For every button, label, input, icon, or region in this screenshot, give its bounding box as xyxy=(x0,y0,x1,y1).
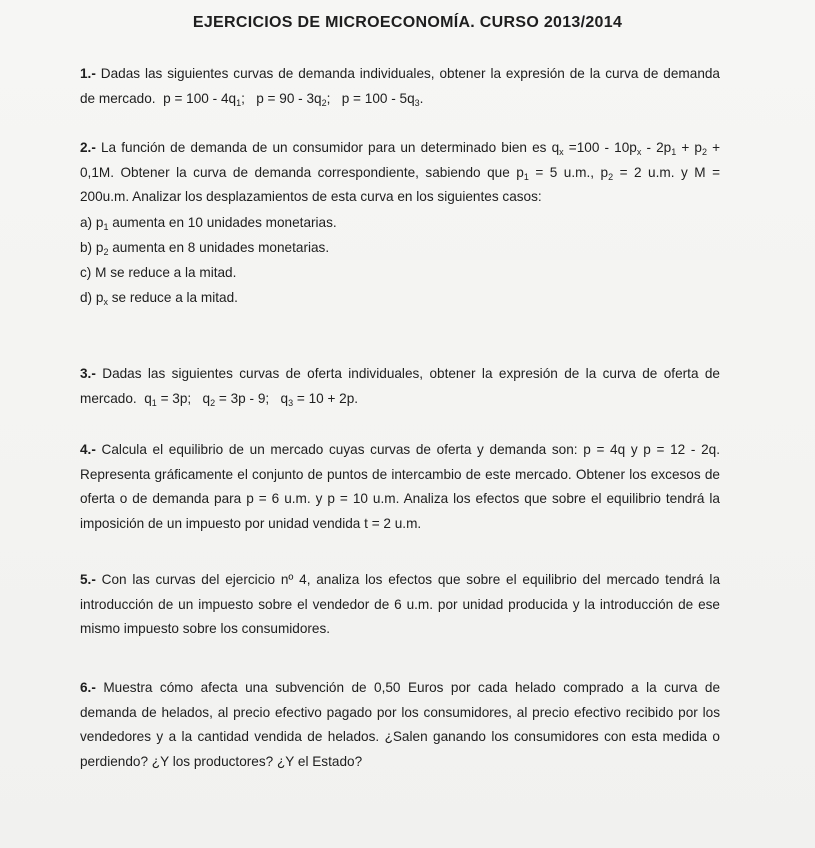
exercise-2 xyxy=(80,136,720,310)
list-item: b) $p_2$ aumenta en 8 unidades monetarias. xyxy=(80,239,330,257)
equation: $q_1 = 3p$; xyxy=(144,390,192,408)
cases-list xyxy=(80,210,720,310)
exercise-text: Dadas las siguientes curvas de oferta individuales, obtener la expresión de la curva de oferta de mercado. xyxy=(80,366,720,406)
exercise-6 xyxy=(80,676,720,774)
exercise-3 xyxy=(80,362,720,411)
exercise-text: La función de demanda de un consumidor para un determinado bien es xyxy=(101,140,547,155)
exercise-number: 4.- xyxy=(80,442,96,457)
exercise-number: 1.- xyxy=(80,66,96,81)
equation: $p = 100 - 4q_1$; xyxy=(163,90,245,108)
exercise-text: Con las curvas del ejercicio nº 4, analiza los efectos que sobre el equilibrio del mercado tendrá la introducción de un impuesto sobre el vendedor de 6 u.m. por unidad producida y la introducción de ese mismo impuesto sobre los consumidores. xyxy=(80,572,721,636)
equation: $p = 100 - 5q_3$. xyxy=(341,90,424,108)
list-item: a) $p_1$ aumenta en 10 unidades monetarias. xyxy=(80,214,337,232)
page-title: EJERCICIOS DE MICROECONOMÍA. CURSO 2013/2014 xyxy=(192,14,623,31)
exercise-text: Muestra cómo afecta una subvención de 0,50 Euros por cada helado comprado a la curva de demanda de helados, al precio efectivo pagado por los consumidores, al precio efectivo recibido por los vendedores y a la cantidad vendida de helados. ¿Salen ganando los consumidores con esta medida o perdiendo? ¿Y los productores? ¿Y el Estado? xyxy=(80,680,721,769)
exercise-text: Dadas las siguientes curvas de demanda individuales, obtener la expresión de la curva de demanda de mercado. xyxy=(80,66,720,106)
exercise-number: 3.- xyxy=(80,366,96,381)
given-values: $p_1 = 5$ u.m., $p_2 = 2$ u.m. y M = 200u.m. Analizar los desplazamientos de esta curva en los siguientes casos: xyxy=(80,164,721,204)
exercise-number: 2.- xyxy=(80,140,96,155)
exercise-number: 5.- xyxy=(80,572,96,587)
exercise-1 xyxy=(80,62,720,111)
exercise-number: 6.- xyxy=(80,680,96,695)
demand-function: $q_x =100 - 10p_x - 2p_1 + p_2 + 0,1M$. Obtener la curva de demanda correspondiente, sabiendo que xyxy=(80,140,721,180)
list-item: d) $p_x$ se reduce a la mitad. xyxy=(80,289,238,307)
equation: $q_3 = 10 + 2p$. xyxy=(280,390,359,408)
exercise-4 xyxy=(80,438,720,536)
exercise-text: Calcula el equilibrio de un mercado cuyas curvas de oferta y demanda son: p = 4q y p = 12 - 2q. Representa gráficamente el conjunto de puntos de intercambio de este mercado. Obtener los excesos de oferta o de demanda para p = 6 u.m. y p = 10 u.m. Analiza los efectos que sobre el equilibrio tendrá la imposición de un impuesto por unidad vendida t = 2 u.m. xyxy=(80,442,720,531)
equation: $p = 90 - 3q_2$; xyxy=(256,90,331,108)
exercise-5 xyxy=(80,568,720,642)
equation: $q_2 = 3p - 9$; xyxy=(202,390,270,408)
list-item: c) M se reduce a la mitad. xyxy=(80,264,237,280)
